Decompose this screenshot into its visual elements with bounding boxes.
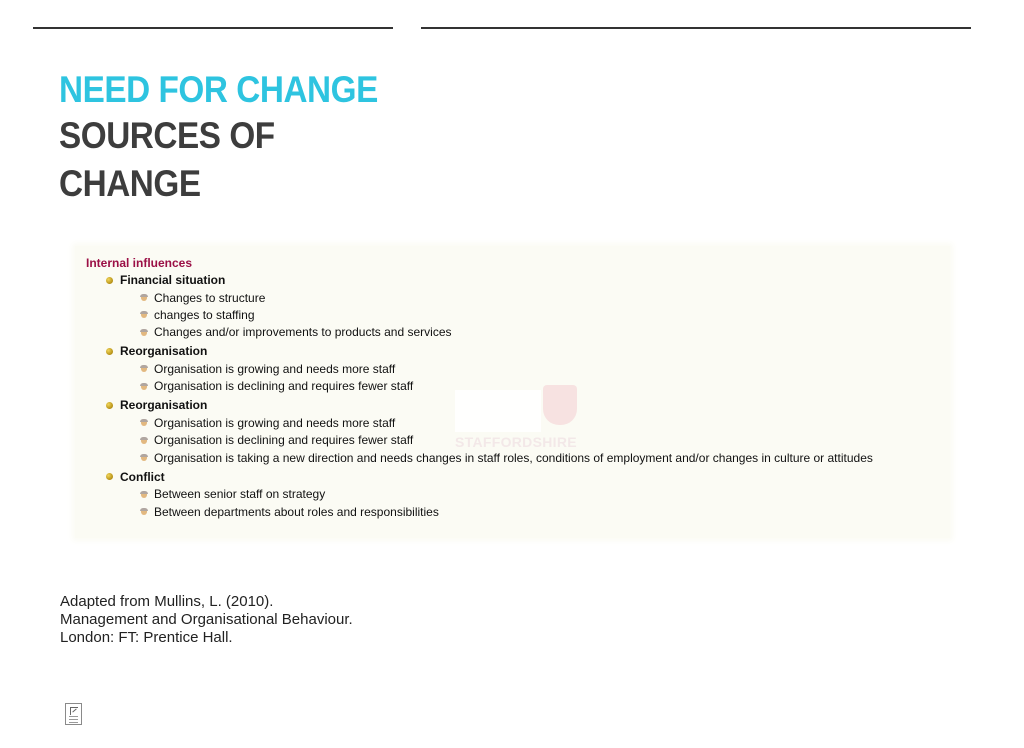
figure-glyph <box>70 707 78 715</box>
group-reorganisation-2 <box>86 397 946 415</box>
list-item-text: Changes and/or improvements to products and services <box>154 325 452 340</box>
sub-bullet-icon <box>140 294 148 301</box>
sub-bullet-icon <box>140 437 148 444</box>
slide-title <box>59 68 399 208</box>
sub-bullet-icon <box>140 508 148 515</box>
sub-bullet-icon <box>140 419 148 426</box>
group-financial-situation <box>86 272 946 290</box>
list-item <box>86 486 946 503</box>
influences-heading: Internal influences <box>86 256 193 270</box>
list-item <box>86 290 946 307</box>
group-conflict <box>86 469 946 487</box>
gold-bullet-icon <box>106 402 113 409</box>
list-item <box>86 415 946 432</box>
group-reorganisation <box>86 343 946 361</box>
citation-line-3: London: FT: Prentice Hall. <box>60 629 233 646</box>
sub-bullet-icon <box>140 383 148 390</box>
list-item-text: Between departments about roles and responsibilities <box>154 504 439 519</box>
list-item-text: Between senior staff on strategy <box>154 487 326 502</box>
citation-line-1: Adapted from Mullins, L. (2010). <box>60 593 274 610</box>
list-item-text: Organisation is growing and needs more staff <box>154 415 396 430</box>
sub-bullet-icon <box>140 329 148 336</box>
document-image-icon[interactable] <box>65 703 82 725</box>
top-rule-left <box>33 27 393 29</box>
sub-bullet-icon <box>140 365 148 372</box>
title-main: SOURCES OF CHANGE <box>59 115 275 204</box>
list-item <box>86 504 946 521</box>
list-item-text: changes to staffing <box>154 307 255 322</box>
list-item <box>86 450 946 467</box>
group-title-text: Reorganisation <box>120 398 208 413</box>
list-item-text: Organisation is declining and requires fewer staff <box>154 433 414 448</box>
list-item <box>86 378 946 395</box>
sub-bullet-icon <box>140 311 148 318</box>
watermark-text: STAFFORDSHIRE <box>455 434 577 450</box>
list-item <box>86 361 946 378</box>
doc-line <box>69 716 78 717</box>
gold-bullet-icon <box>106 348 113 355</box>
list-item-text: Changes to structure <box>154 290 266 305</box>
top-rule-right <box>421 27 971 29</box>
group-title-text: Reorganisation <box>120 344 208 359</box>
citation-line-2: Management and Organisational Behaviour. <box>60 611 353 628</box>
list-item-text: Organisation is growing and needs more staff <box>154 361 396 376</box>
sub-bullet-icon <box>140 454 148 461</box>
group-title-text: Conflict <box>120 469 165 484</box>
group-title-text: Financial situation <box>120 273 226 287</box>
list-item <box>86 324 946 341</box>
gold-bullet-icon <box>106 277 113 284</box>
sub-bullet-icon <box>140 491 148 498</box>
list-item <box>86 307 946 324</box>
list-item-text: Organisation is taking a new direction and needs changes in staff roles, conditions of employment and/or changes in culture or attitudes <box>154 450 873 465</box>
doc-line <box>69 719 78 720</box>
doc-line <box>69 722 78 723</box>
influences-list <box>86 255 946 521</box>
gold-bullet-icon <box>106 473 113 480</box>
list-item-text: Organisation is declining and requires fewer staff <box>154 379 414 394</box>
title-accent: NEED FOR CHANGE <box>59 69 378 110</box>
citation <box>60 593 353 647</box>
list-item <box>86 432 946 449</box>
